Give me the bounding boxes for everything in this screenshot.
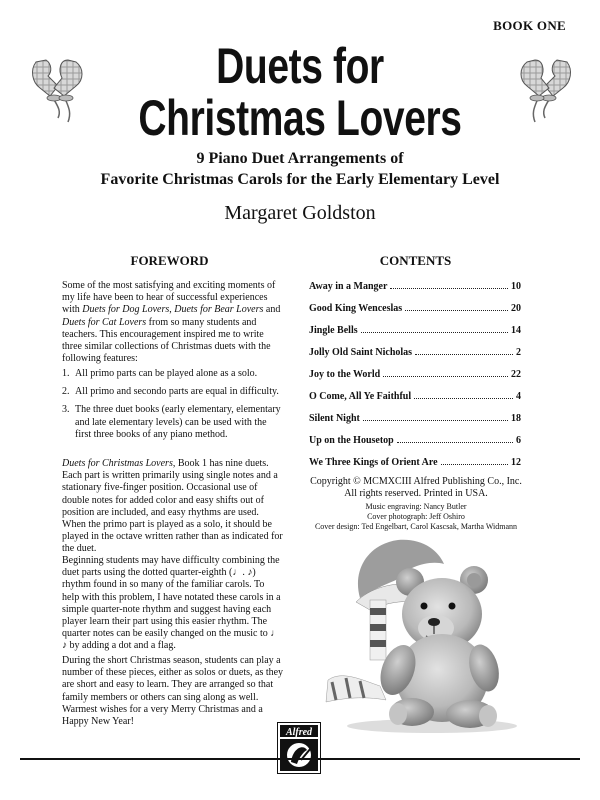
contents-item: O Come, All Ye Faithful 4 bbox=[309, 391, 521, 402]
subtitle-line-1: 9 Piano Duet Arrangements of bbox=[196, 150, 404, 167]
list-item: 2. All primo and secondo parts are equal in difficulty. bbox=[62, 386, 279, 398]
copyright-line-1: Copyright © MCMXCIII Alfred Publishing Co., Inc. bbox=[310, 476, 522, 487]
credit-cover-photograph: Cover photograph: Jeff Oshiro bbox=[367, 512, 465, 521]
rhythm-notes: ♩. ♪ bbox=[232, 567, 253, 579]
contents-item: Away in a Manger 10 bbox=[309, 281, 521, 292]
contents-heading: CONTENTS bbox=[379, 253, 452, 268]
contents-item: We Three Kings of Orient Are 12 bbox=[309, 457, 521, 468]
foreword-paragraph-3: Beginning students may have difficulty combining the duet parts using the dotted quarter-eighth (♩. ♪) rhythm found in so many of the familiar carols. To help with this problem, I have notated these carols in a simple quarter-note rhythm and suggest having each player learn their part using this easier rhythm. The quarter notes can be easily changed on the music to ♩ ♪ by adding a dot and a flag. bbox=[62, 555, 281, 652]
contents-item: Up on the Housetop 6 bbox=[309, 435, 521, 446]
subtitle-line-2: Favorite Christmas Carols for the Early Elementary Level bbox=[100, 171, 500, 188]
alfred-logo-icon bbox=[277, 722, 321, 774]
contents-item: Silent Night 18 bbox=[309, 413, 521, 424]
foreword-paragraph-1: Some of the most satisfying and exciting moments of my life have been to hear of successful experiences with Duets for Dog Lovers, Duets for Bear Lovers and Duets for Cat Lovers from so many students and teachers. This encouragement inspired me to write three similar collections of Christmas duets with the following features: bbox=[62, 280, 281, 365]
credit-music-engraving: Music engraving: Nancy Butler bbox=[365, 502, 467, 511]
author-name: Margaret Goldston bbox=[224, 202, 376, 224]
bottom-rule bbox=[20, 758, 580, 760]
rhythm-notes: ♩ ♪ bbox=[62, 628, 281, 652]
logo-text: Alfred bbox=[285, 727, 313, 738]
contents-item: Joy to the World 22 bbox=[309, 369, 521, 380]
copyright-notice bbox=[308, 476, 524, 500]
contents-item: Good King Wenceslas 20 bbox=[309, 303, 521, 314]
foreword-heading: FOREWORD bbox=[130, 253, 209, 268]
teddy-bear-photo bbox=[312, 530, 522, 735]
contents-item: Jolly Old Saint Nicholas 2 bbox=[309, 347, 521, 358]
book-label: BOOK ONE bbox=[493, 18, 566, 33]
title-line-2: Christmas Lovers bbox=[138, 90, 462, 146]
title-line-1: Duets for bbox=[216, 38, 384, 94]
contents-item: Jingle Bells 14 bbox=[309, 325, 521, 336]
list-item: 3. The three duet books (early elementary, elementary and late elementary levels) can be used with the first three books of any piano method. bbox=[62, 404, 281, 440]
foreword-paragraph-2: Duets for Christmas Lovers, Book 1 has nine duets. Each part is written primarily using single notes and a stationary five-finger position. Occasional use of double notes for added color and easy shifts out of position are included, and easy rhythms are used. When the primo part is played as a solo, it should be played in the octave written rather than as indicated for the duet. bbox=[62, 458, 283, 555]
list-item: 1. All primo parts can be played alone as a solo. bbox=[62, 368, 258, 379]
foreword-feature-list bbox=[62, 368, 284, 447]
copyright-line-2: All rights reserved. Printed in USA. bbox=[344, 488, 488, 499]
foreword-paragraph-4: During the short Christmas season, students can play a number of these pieces, either as solos or duets, as they are short and easy to learn. They are arranged so that family members or others can sing along as well. Warmest wishes for a very Merry Christmas and a Happy New Year! bbox=[62, 655, 284, 728]
credit-cover-design: Cover design: Ted Engelbart, Carol Kascsak, Martha Widmann bbox=[314, 522, 518, 531]
